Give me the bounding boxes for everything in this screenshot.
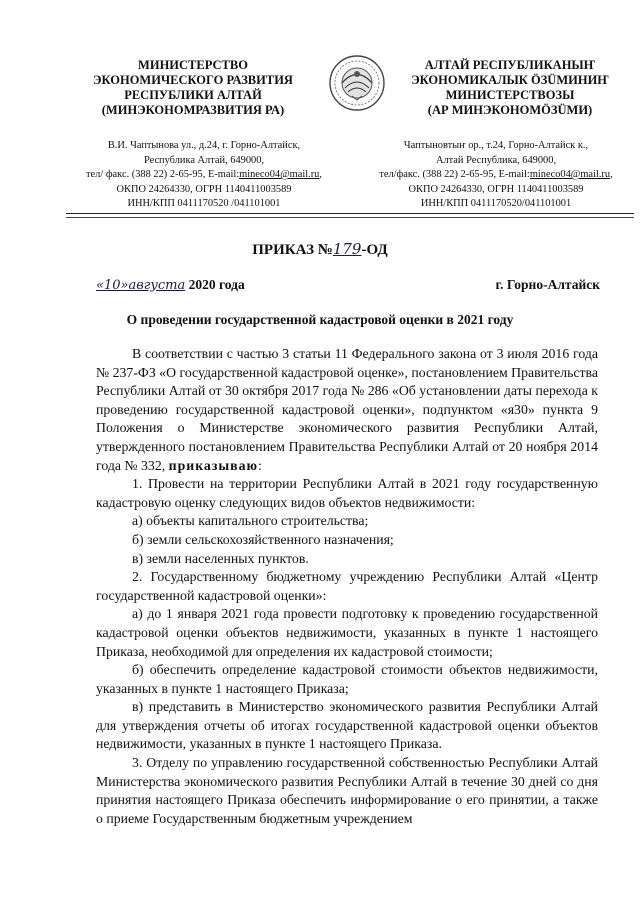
- order-day: «10»: [96, 278, 129, 293]
- item-1c: в) земли населенных пунктов.: [132, 550, 309, 566]
- order-number: 179: [332, 240, 362, 258]
- phone-suffix: ,: [319, 169, 322, 180]
- ministry-name-line: (МИНЭКОНОМРАЗВИТИЯ РА): [101, 103, 285, 117]
- ministry-name-altai: [392, 58, 628, 118]
- phone-fax: тел/факс. (388 22) 2-65-95, E-mail:: [379, 169, 530, 180]
- ministry-name-line: МИНИСТЕРСТВОЗЫ: [445, 88, 575, 102]
- ministry-name-line: (АР МИНЭКОНОМÖЗÜМИ): [427, 103, 593, 117]
- order-city: г. Горно-Алтайск: [495, 277, 600, 292]
- order-date: [96, 277, 245, 293]
- order-body: [96, 345, 598, 828]
- order-title-prefix: ПРИКАЗ №: [252, 242, 333, 258]
- address-contacts: [356, 168, 636, 183]
- order-month: августа: [128, 278, 186, 293]
- preamble-text: В соответствии с частью 3 статьи 11 Федерального закона от 3 июля 2016 года № 237-ФЗ «О государственной кадастровой оценке», постановлением Правительства Республики Алтай от 30 октября 2017 года № 286 «Об установлении даты перехода к проведению государственной кадастровой оценки», подпунктом «я30» пункта 9 Положения о Министерстве экономического развития Республики Алтай, утвержденного постановлением Правительства Республики Алтай от 20 ноября 2014 года № 332,: [96, 346, 598, 473]
- ministry-name-line: АЛТАЙ РЕСПУБЛИКАНЫҤ: [424, 58, 596, 72]
- order-title-suffix: -ОД: [361, 242, 388, 258]
- item-3: 3. Отделу по управлению государственной собственностью Республики Алтай Министерства экономического развития Республики Алтай в течение 30 дней со дня принятия настоящего Приказа обеспечить информирование о его принятии, а также о приеме Государственным бюджетным учреждением: [96, 755, 598, 826]
- ministry-name-line: ЭКОНОМИКАЛЫК ÖЗÜМИНИҤ: [411, 73, 609, 87]
- address-contacts: [66, 168, 342, 183]
- header-divider-thin: [66, 217, 634, 218]
- okpo-ogrn: ОКПО 24264330, ОГРН 1140411003589: [408, 183, 584, 195]
- order-title: [0, 240, 640, 259]
- ministry-name-russian: [78, 58, 308, 118]
- address-block-russian: [66, 139, 342, 212]
- ministry-name-line: МИНИСТЕРСТВО: [138, 58, 248, 72]
- item-2: 2. Государственному бюджетному учреждению Республики Алтай «Центр государственной кадастровой оценки»:: [96, 569, 598, 603]
- preamble-paragraph: [96, 345, 598, 475]
- address-block-altai: [356, 139, 636, 212]
- phone-suffix: ,: [610, 169, 613, 180]
- item-1: 1. Провести на территории Республики Алтай в 2021 году государственную кадастровую оценку следующих видов объектов недвижимости:: [96, 476, 598, 510]
- republic-emblem-icon: [328, 52, 386, 114]
- address-region: Республика Алтай, 649000,: [143, 154, 265, 166]
- okpo-ogrn: ОКПО 24264330, ОГРН 1140411003589: [116, 183, 292, 195]
- item-1b: б) земли сельскохозяйственного назначения;: [132, 531, 394, 547]
- item-2c: в) представить в Министерство экономического развития Республики Алтай для утверждения отчеты об итогах государственной кадастровой оценки объектов недвижимости, указанных в пункте 1 настоящего Приказа.: [96, 699, 598, 752]
- email-link[interactable]: mineco04@mail.ru: [529, 169, 611, 180]
- phone-fax: тел/ факс. (388 22) 2-65-95, E-mail:: [86, 169, 240, 180]
- order-subject: О проведении государственной кадастровой оценки в 2021 году: [126, 312, 514, 327]
- order-word: приказываю: [168, 457, 259, 473]
- ministry-name-line: ЭКОНОМИЧЕСКОГО РАЗВИТИЯ: [93, 73, 293, 87]
- ministry-name-line: РЕСПУБЛИКИ АЛТАЙ: [124, 88, 262, 102]
- inn-kpp: ИНН/КПП 0411170520/041101001: [420, 198, 572, 209]
- item-1a: а) объекты капитального строительства;: [132, 513, 369, 529]
- header-divider: [66, 213, 634, 214]
- address-street: В.И. Чаптынова ул., д.24, г. Горно-Алтайск,: [107, 140, 301, 151]
- order-colon: :: [258, 457, 262, 473]
- item-2a: а) до 1 января 2021 года провести подготовку к проведению государственной кадастровой оценки объектов недвижимости, указанных в пункте 1 настоящего Приказа, необходимой для определения их кадастровой стоимости;: [96, 606, 598, 659]
- address-region: Алтай Республика, 649000,: [435, 154, 557, 166]
- order-year: 2020 года: [188, 277, 245, 292]
- email-link[interactable]: mineco04@mail.ru: [239, 169, 320, 180]
- address-street: Чаптыновтыҥ ор., т.24, Горно-Алтайск к.,: [403, 140, 589, 151]
- inn-kpp: ИНН/КПП 0411170520 /041101001: [127, 198, 281, 209]
- item-2b: б) обеспечить определение кадастровой стоимости объектов недвижимости, указанных в пункте 1 настоящего Приказа;: [96, 662, 598, 696]
